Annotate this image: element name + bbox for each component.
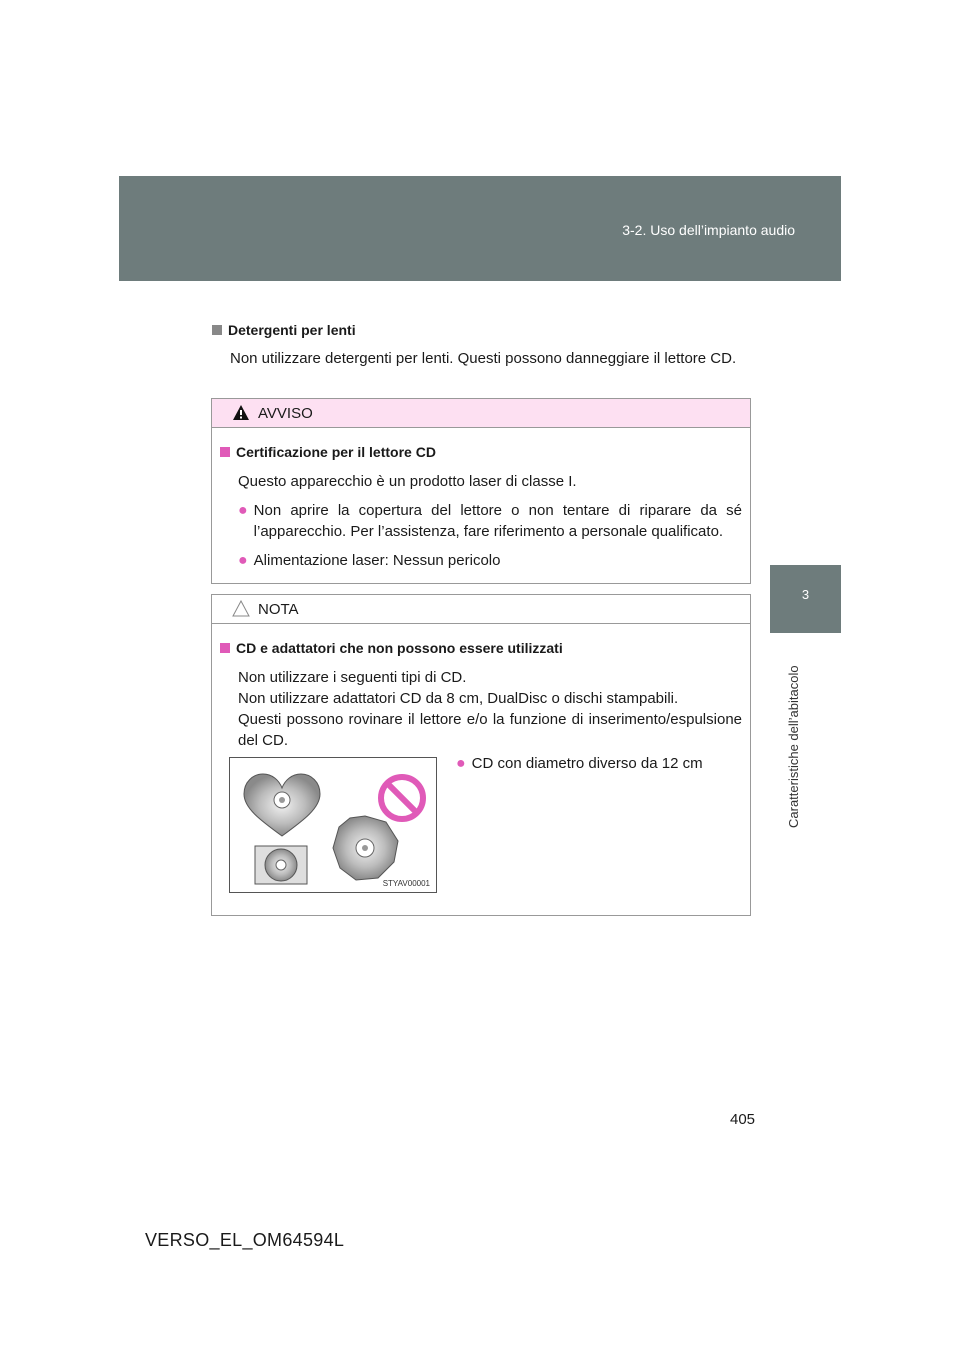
note-body bbox=[212, 624, 750, 763]
square-bullet-icon bbox=[212, 325, 222, 335]
warning-box bbox=[211, 398, 751, 584]
warning-icon bbox=[232, 404, 250, 421]
warning-bullet: ● Non aprire la copertura del lettore o non tentare di riparare da sé l’apparecchio. Per l’assistenza, fare riferimento a personale qualificato. bbox=[238, 502, 742, 540]
warning-intro: Questo apparecchio è un prodotto laser di classe I. bbox=[238, 473, 577, 490]
square-bullet-icon bbox=[220, 643, 230, 653]
header-bar bbox=[119, 176, 841, 281]
circle-bullet-icon: ● bbox=[456, 755, 466, 772]
circle-bullet-icon: ● bbox=[238, 502, 248, 519]
note-title: NOTA bbox=[258, 601, 299, 618]
lens-text: Non utilizzare detergenti per lenti. Questi possono danneggiare il lettore CD. bbox=[230, 350, 737, 367]
page-number: 405 bbox=[730, 1111, 756, 1128]
figure-code: STYAV00001 bbox=[382, 879, 430, 888]
cd-figure bbox=[229, 757, 437, 893]
chapter-number: 3 bbox=[801, 587, 810, 602]
chapter-label: Caratteristiche dell’abitacolo bbox=[786, 665, 801, 828]
warning-bullet: ● Alimentazione laser: Nessun pericolo bbox=[238, 552, 501, 569]
lens-title: Detergenti per lenti bbox=[228, 322, 356, 338]
figure-note: ● CD con diametro diverso da 12 cm bbox=[456, 755, 703, 772]
note-line: Non utilizzare adattatori CD da 8 cm, DualDisc o dischi stampabili. bbox=[238, 690, 679, 707]
warning-body bbox=[212, 428, 750, 583]
circle-bullet-icon: ● bbox=[238, 552, 248, 569]
note-subtitle: CD e adattatori che non possono essere utilizzati bbox=[236, 640, 563, 656]
non-standard-cd-illustration bbox=[230, 758, 436, 892]
lens-section bbox=[212, 322, 752, 369]
document-code: VERSO_EL_OM64594L bbox=[145, 1230, 345, 1250]
note-box bbox=[211, 594, 751, 916]
chapter-tab bbox=[770, 565, 841, 633]
note-line: Questi possono rovinare il lettore e/o la funzione di inserimento/espulsione del CD. bbox=[238, 711, 742, 749]
square-bullet-icon bbox=[220, 447, 230, 457]
warning-title: AVVISO bbox=[258, 405, 313, 422]
warning-subtitle: Certificazione per il lettore CD bbox=[236, 444, 436, 460]
note-line: Non utilizzare i seguenti tipi di CD. bbox=[238, 669, 467, 686]
warning-header bbox=[212, 399, 750, 428]
caution-outline-icon bbox=[232, 600, 250, 617]
note-header bbox=[212, 595, 750, 624]
section-title: 3-2. Uso dell’impianto audio bbox=[622, 222, 795, 238]
